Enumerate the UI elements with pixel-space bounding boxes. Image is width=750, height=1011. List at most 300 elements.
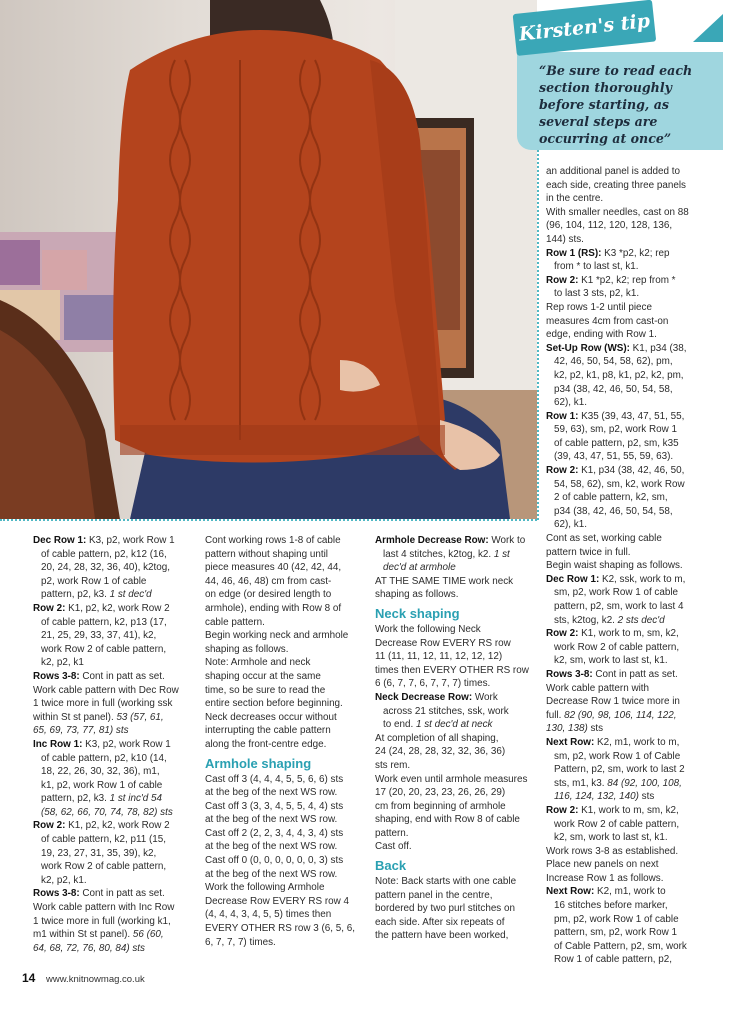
text-line bbox=[205, 800, 370, 814]
instruction-text: AT THE SAME TIME work neck bbox=[375, 575, 514, 587]
text-line bbox=[33, 656, 198, 670]
text-line bbox=[546, 790, 742, 804]
instruction-text: Decrease Row EVERY RS row 4 bbox=[205, 895, 349, 907]
text-line bbox=[205, 895, 370, 909]
instruction-text: Cont in patt as set. bbox=[592, 668, 678, 680]
instruction-text: K2, ssk, work to m, bbox=[599, 573, 686, 585]
instruction-text: work Row 2 of cable pattern, bbox=[41, 643, 167, 655]
instruction-text: K3 *p2, k2; rep bbox=[601, 247, 670, 259]
row-label: Rows 3-8: bbox=[33, 888, 80, 900]
text-line bbox=[375, 561, 540, 575]
text-line bbox=[546, 777, 742, 791]
text-line bbox=[33, 792, 198, 806]
row-label: Armhole Decrease Row: bbox=[375, 535, 489, 546]
instruction-text: K3, p2, work Row 1 bbox=[82, 738, 171, 750]
instruction-text: 1 twice more in full (working k1, bbox=[33, 915, 171, 927]
text-line bbox=[33, 602, 198, 616]
instruction-text: to last 3 sts, p2, k1. bbox=[554, 288, 640, 300]
instruction-text: pattern. bbox=[375, 827, 409, 839]
instruction-text: measures 4cm from cast-on bbox=[546, 315, 669, 327]
text-line bbox=[33, 874, 198, 888]
instruction-text: K1, p2, k2, work Row 2 bbox=[65, 820, 170, 832]
instruction-text: Work the following Armhole bbox=[205, 882, 325, 894]
instruction-text: 6, 7, 7, 7) times. bbox=[205, 936, 276, 948]
text-line bbox=[205, 738, 370, 752]
text-line bbox=[375, 827, 540, 841]
row-label: Row 1 (RS): bbox=[546, 247, 602, 259]
text-line bbox=[546, 940, 742, 954]
instruction-text: interrupting the cable pattern bbox=[205, 725, 331, 737]
text-line bbox=[546, 858, 742, 872]
text-line bbox=[33, 887, 198, 901]
instruction-text: 144) sts. bbox=[546, 233, 584, 245]
instruction-text: 42, 46, 50, 54, 58, 62), pm, bbox=[554, 356, 673, 368]
instruction-text: Work cable pattern with Inc Row bbox=[33, 902, 175, 914]
row-label: Dec Row 1: bbox=[546, 573, 600, 585]
page-number: 14 bbox=[22, 971, 36, 985]
instruction-text: pattern, sm, p2, work Row 1 bbox=[554, 927, 677, 939]
text-line bbox=[546, 709, 742, 723]
text-line bbox=[546, 804, 742, 818]
instruction-text: from * to last st, k1. bbox=[554, 261, 639, 273]
text-line bbox=[546, 274, 742, 288]
instruction-text: cable pattern. bbox=[205, 616, 265, 628]
text-line bbox=[205, 881, 370, 895]
text-line bbox=[205, 643, 370, 657]
instruction-text: edge, ending with Row 1. bbox=[546, 329, 657, 341]
instruction-text: at the beg of the next WS row. bbox=[205, 787, 338, 799]
row-label: Rows 3-8: bbox=[33, 670, 80, 682]
instruction-text: each side, creating three panels bbox=[546, 179, 686, 191]
instruction-text: 59, 63), sm, p2, work Row 1 bbox=[554, 424, 677, 436]
text-line bbox=[546, 518, 742, 532]
text-line bbox=[205, 711, 370, 725]
text-line bbox=[33, 847, 198, 861]
text-line bbox=[33, 942, 198, 956]
text-line bbox=[546, 423, 742, 437]
stitch-count: 1 st inc'd 54 bbox=[109, 793, 163, 805]
instruction-text: (39, 43, 47, 51, 55, 59, 63). bbox=[554, 451, 674, 463]
text-line bbox=[375, 588, 540, 602]
stitch-count: 84 (92, 100, 108, bbox=[607, 777, 682, 789]
instruction-text: 1 twice more in full (working ssk bbox=[33, 698, 173, 710]
instruction-text: k1, p2, work Row 1 of cable bbox=[41, 779, 163, 791]
instruction-text: p34 (38, 42, 46, 50, 54, 58, bbox=[554, 505, 673, 517]
stitch-count: 130, 138) bbox=[546, 723, 588, 735]
text-line bbox=[375, 800, 540, 814]
instruction-text: Decrease Row 1 twice more in bbox=[546, 696, 680, 708]
instruction-text: K2, m1, work to bbox=[594, 886, 666, 898]
text-line bbox=[546, 546, 742, 560]
instruction-text: (4, 4, 4, 3, 4, 5, 5) times then bbox=[205, 909, 332, 921]
text-line bbox=[546, 926, 742, 940]
instruction-text: Work rows 3-8 as established. bbox=[546, 845, 679, 857]
instruction-text: to end. bbox=[383, 719, 416, 731]
instruction-text: Begin working neck and armhole bbox=[205, 630, 349, 642]
instruction-text: pm, p2, work Row 1 of cable bbox=[554, 913, 679, 925]
text-line bbox=[375, 548, 540, 562]
text-line bbox=[546, 682, 742, 696]
text-line bbox=[546, 383, 742, 397]
text-line bbox=[375, 875, 540, 889]
instruction-text: K1, p2, k2, work Row 2 bbox=[65, 602, 170, 614]
text-line bbox=[546, 872, 742, 886]
text-line bbox=[33, 724, 198, 738]
instruction-text: each side. After six repeats of bbox=[375, 916, 505, 928]
text-line bbox=[546, 464, 742, 478]
instruction-text: work Row 2 of cable pattern, bbox=[41, 861, 167, 873]
text-line bbox=[546, 192, 742, 206]
text-line bbox=[375, 705, 540, 719]
text-line bbox=[33, 738, 198, 752]
instruction-text: Decrease Row EVERY RS row bbox=[375, 637, 511, 649]
text-line bbox=[546, 450, 742, 464]
row-label: Rows 3-8: bbox=[546, 668, 593, 680]
instruction-text: bordered by two purl stitches on bbox=[375, 903, 515, 915]
text-line bbox=[546, 247, 742, 261]
text-line bbox=[546, 845, 742, 859]
text-line bbox=[546, 654, 742, 668]
instruction-text: along the front-centre edge. bbox=[205, 738, 327, 750]
instruction-text: pattern, p2, k3. bbox=[41, 793, 110, 805]
instruction-text: 24 (24, 28, 28, 32, 32, 36, 36) bbox=[375, 746, 506, 758]
stitch-count: 65, 69, 73, 77, 81) sts bbox=[33, 725, 129, 737]
row-label: Next Row: bbox=[546, 886, 595, 898]
text-line bbox=[205, 629, 370, 643]
instruction-text: the pattern have been worked, bbox=[375, 930, 509, 942]
text-line bbox=[205, 724, 370, 738]
text-line bbox=[546, 600, 742, 614]
stitch-count: 1 st dec'd bbox=[109, 589, 152, 601]
instruction-text: p34 (38, 42, 46, 50, 54, 58, bbox=[554, 383, 673, 395]
text-line bbox=[546, 831, 742, 845]
stitch-count: 116, 124, 132, 140) bbox=[554, 791, 639, 803]
instruction-text: in the centre. bbox=[546, 193, 604, 205]
text-line bbox=[205, 827, 370, 841]
text-line bbox=[205, 773, 370, 787]
section-heading: Neck shaping bbox=[375, 605, 460, 621]
text-line bbox=[546, 736, 742, 750]
instruction-text: Work bbox=[472, 691, 498, 703]
instruction-text: At completion of all shaping, bbox=[375, 732, 499, 744]
tip-quote: “Be sure to read each section thoroughly before starting, as several steps are occurring at once” bbox=[539, 63, 693, 146]
text-line bbox=[205, 908, 370, 922]
row-label: Row 2: bbox=[33, 602, 66, 614]
text-line bbox=[546, 491, 742, 505]
instruction-text: EVERY OTHER RS row 3 (6, 5, 6, bbox=[205, 923, 356, 935]
instruction-text: Work cable pattern with bbox=[546, 682, 650, 694]
instruction-text: Cast off 2 (2, 2, 3, 4, 4, 3, 4) sts bbox=[205, 827, 344, 839]
text-line bbox=[546, 505, 742, 519]
text-line bbox=[546, 342, 742, 356]
instruction-text: Work cable pattern with Dec Row bbox=[33, 684, 179, 696]
stitch-count: dec'd at armhole bbox=[383, 562, 456, 574]
instruction-text: k2, p2, k1. bbox=[41, 874, 87, 886]
instruction-text: k2, sm, work to last st, k1. bbox=[554, 832, 668, 844]
instruction-text: sts, k2tog, k2. bbox=[554, 614, 618, 626]
row-label: Inc Row 1: bbox=[33, 738, 83, 750]
text-line bbox=[546, 260, 742, 274]
instruction-text: of cable pattern, p2, k10 (14, bbox=[41, 752, 167, 764]
row-label: Row 2: bbox=[546, 465, 579, 477]
instruction-text: shaping as follows. bbox=[205, 643, 289, 655]
page-footer bbox=[22, 971, 145, 985]
instruction-text: Work even until armhole measures bbox=[375, 773, 528, 785]
instruction-text: of cable pattern, k2, p11 (15, bbox=[41, 834, 166, 846]
column-1 bbox=[33, 534, 198, 955]
instruction-text: armhole), ending with Row 8 of bbox=[205, 602, 342, 614]
instruction-text: work Row 2 of cable pattern, bbox=[554, 641, 680, 653]
text-line bbox=[546, 818, 742, 832]
row-label: Dec Row 1: bbox=[33, 535, 87, 546]
instruction-text: K1, p34 (38, bbox=[629, 342, 687, 354]
text-line bbox=[33, 643, 198, 657]
row-label: Row 2: bbox=[33, 820, 66, 832]
instruction-text: K35 (39, 43, 47, 51, 55, bbox=[578, 410, 685, 422]
footer-url: www.knitnowmag.co.uk bbox=[46, 974, 145, 985]
instruction-text: Neck decreases occur without bbox=[205, 711, 337, 723]
row-label: Row 2: bbox=[546, 274, 579, 286]
stitch-count: 53 (57, 61, bbox=[116, 711, 164, 723]
text-line bbox=[33, 548, 198, 562]
instruction-text: Work to bbox=[488, 535, 526, 546]
instruction-text: at the beg of the next WS row. bbox=[205, 814, 338, 826]
text-line bbox=[375, 732, 540, 746]
instruction-text: pattern twice in full. bbox=[546, 546, 631, 558]
text-line bbox=[205, 670, 370, 684]
text-line bbox=[33, 684, 198, 698]
text-line bbox=[205, 840, 370, 854]
text-line bbox=[205, 602, 370, 616]
instruction-text: pattern without shaping until bbox=[205, 548, 328, 560]
text-line bbox=[375, 637, 540, 651]
instruction-text: 2 of cable pattern, k2, sm, bbox=[554, 492, 668, 504]
instruction-text: at the beg of the next WS row. bbox=[205, 841, 338, 853]
stitch-count: 82 (90, 98, 106, 114, 122, bbox=[564, 709, 677, 721]
instruction-text: shaping occur at the same bbox=[205, 670, 321, 682]
instruction-text: sts bbox=[587, 723, 604, 735]
text-line bbox=[546, 315, 742, 329]
instruction-text: times then EVERY OTHER RS row bbox=[375, 664, 529, 676]
text-line bbox=[375, 718, 540, 732]
text-line bbox=[33, 697, 198, 711]
instruction-text: Note: Back starts with one cable bbox=[375, 876, 517, 888]
text-line bbox=[205, 786, 370, 800]
instruction-text: across 21 stitches, ssk, work bbox=[383, 705, 509, 717]
instruction-text: pattern, p2, k3. bbox=[41, 589, 110, 601]
text-line bbox=[546, 410, 742, 424]
row-label: Row 2: bbox=[546, 628, 579, 640]
instruction-text: shaping as follows. bbox=[375, 589, 459, 601]
instruction-text: pattern panel in the centre, bbox=[375, 889, 493, 901]
text-line bbox=[205, 534, 370, 548]
text-line bbox=[205, 922, 370, 936]
text-line bbox=[546, 750, 742, 764]
instruction-text: 18, 22, 26, 30, 32, 36), m1, bbox=[41, 766, 160, 778]
text-line bbox=[546, 722, 742, 736]
instruction-text: pattern, p2, sm, work to last 4 bbox=[554, 601, 684, 612]
text-line bbox=[205, 854, 370, 868]
instruction-text: m1 within St st panel). bbox=[33, 929, 133, 941]
column-right-top bbox=[546, 165, 742, 967]
instruction-text: Cont in patt as set. bbox=[79, 670, 165, 682]
instruction-text: at the beg of the next WS row. bbox=[205, 868, 338, 880]
text-line bbox=[33, 779, 198, 793]
instruction-text: sts rem. bbox=[375, 759, 411, 771]
text-line bbox=[33, 575, 198, 589]
tip-label-text: Kirsten's tip bbox=[517, 9, 651, 46]
instruction-text: last 4 stitches, k2tog, k2. bbox=[383, 548, 494, 560]
stitch-count: 64, 68, 72, 76, 80, 84) sts bbox=[33, 942, 145, 954]
text-line bbox=[33, 670, 198, 684]
instruction-text: Work the following Neck bbox=[375, 623, 481, 635]
text-line bbox=[546, 586, 742, 600]
instruction-text: 19, 23, 27, 31, 35, 39), k2, bbox=[41, 847, 157, 859]
text-line bbox=[375, 650, 540, 664]
text-line bbox=[375, 840, 540, 854]
stitch-count: 2 sts dec'd bbox=[617, 614, 665, 626]
text-line bbox=[546, 328, 742, 342]
tip-box bbox=[517, 9, 723, 150]
text-line bbox=[375, 929, 540, 943]
text-line bbox=[546, 573, 742, 587]
text-line bbox=[375, 623, 540, 637]
instruction-text: Note: Armhole and neck bbox=[205, 657, 311, 669]
text-line bbox=[375, 916, 540, 930]
text-line bbox=[546, 763, 742, 777]
instruction-text: K1 *p2, k2; rep from * bbox=[578, 274, 676, 286]
instruction-text: sts bbox=[638, 791, 655, 803]
instruction-text: on edge (or desired length to bbox=[205, 589, 332, 601]
instruction-text: K1, p34 (38, 42, 46, 50, bbox=[578, 465, 685, 477]
horizontal-divider bbox=[0, 519, 537, 521]
text-line bbox=[546, 953, 742, 967]
text-line bbox=[33, 561, 198, 575]
instruction-text: entire section before beginning. bbox=[205, 698, 343, 710]
text-line bbox=[33, 806, 198, 820]
text-line bbox=[205, 616, 370, 630]
text-line bbox=[546, 899, 742, 913]
text-line bbox=[375, 813, 540, 827]
instruction-text: work Row 2 of cable pattern, bbox=[554, 818, 680, 830]
instruction-text: an additional panel is added to bbox=[546, 166, 680, 177]
text-line bbox=[375, 773, 540, 787]
text-line bbox=[33, 765, 198, 779]
photo-illustration bbox=[0, 0, 537, 519]
instruction-text: Cast off 3 (3, 3, 4, 5, 5, 4, 4) sts bbox=[205, 800, 344, 812]
text-line bbox=[33, 752, 198, 766]
text-line bbox=[205, 868, 370, 882]
instruction-text: Begin waist shaping as follows. bbox=[546, 560, 683, 572]
text-line bbox=[546, 287, 742, 301]
instruction-text: shaping, end with Row 8 of cable bbox=[375, 814, 520, 826]
instruction-text: Cont as set, working cable bbox=[546, 533, 662, 545]
text-line bbox=[546, 913, 742, 927]
instruction-text: 16 stitches before marker, bbox=[554, 900, 668, 912]
text-line bbox=[375, 691, 540, 705]
column-2 bbox=[205, 534, 370, 949]
instruction-text: 21, 25, 29, 33, 37, 41), k2, bbox=[41, 630, 157, 642]
instruction-text: full. bbox=[546, 709, 565, 721]
instruction-text: 62), k1. bbox=[554, 397, 587, 409]
text-line bbox=[546, 165, 742, 179]
instruction-text: sm, p2, work Row 1 of cable bbox=[554, 587, 679, 599]
instruction-text: K2, m1, work to m, bbox=[594, 736, 680, 748]
text-line bbox=[546, 532, 742, 546]
instruction-text: 44, 46, 46, 48) cm from cast- bbox=[205, 575, 332, 587]
text-line bbox=[546, 627, 742, 641]
text-line bbox=[546, 206, 742, 220]
text-line bbox=[33, 901, 198, 915]
instruction-text: cm from beginning of armhole bbox=[375, 800, 506, 812]
text-line bbox=[33, 629, 198, 643]
instruction-text: Cast off. bbox=[375, 841, 412, 853]
text-line bbox=[546, 641, 742, 655]
text-line bbox=[546, 301, 742, 315]
text-line bbox=[375, 759, 540, 773]
instruction-text: 17 (20, 20, 23, 23, 26, 26, 29) bbox=[375, 787, 506, 799]
text-line bbox=[205, 697, 370, 711]
text-line bbox=[375, 902, 540, 916]
text-line bbox=[546, 478, 742, 492]
instruction-text: 54, 58, 62), sm, k2, work Row bbox=[554, 478, 685, 490]
instruction-text: Row 1 of cable pattern, p2, bbox=[554, 954, 673, 966]
text-line bbox=[33, 711, 198, 725]
text-line bbox=[205, 588, 370, 602]
text-line bbox=[33, 915, 198, 929]
speech-bubble-icon bbox=[693, 14, 723, 44]
text-line bbox=[205, 656, 370, 670]
instruction-text: p2, work Row 1 of cable bbox=[41, 575, 147, 587]
text-line bbox=[33, 616, 198, 630]
stitch-count: 1 st dec'd at neck bbox=[415, 719, 493, 731]
text-line bbox=[546, 668, 742, 682]
text-line bbox=[205, 548, 370, 562]
instruction-text: piece measures 40 (42, 42, 44, bbox=[205, 562, 342, 574]
text-line bbox=[546, 233, 742, 247]
text-line bbox=[375, 664, 540, 678]
text-line bbox=[205, 813, 370, 827]
instruction-text: Rep rows 1-2 until piece bbox=[546, 301, 652, 313]
sweater-photo bbox=[0, 0, 537, 519]
text-line bbox=[205, 561, 370, 575]
text-line bbox=[375, 575, 540, 589]
instruction-text: (96, 104, 112, 120, 128, 136, bbox=[546, 220, 673, 232]
text-line bbox=[33, 833, 198, 847]
text-line bbox=[33, 928, 198, 942]
text-line bbox=[375, 534, 540, 548]
vertical-divider bbox=[537, 150, 539, 520]
instruction-text: of cable pattern, k2, p13 (17, bbox=[41, 616, 167, 628]
text-line bbox=[375, 786, 540, 800]
row-label: Row 1: bbox=[546, 410, 579, 422]
row-label: Next Row: bbox=[546, 736, 595, 748]
text-line bbox=[546, 219, 742, 233]
instruction-text: k2, p2, k1, p8, k1, p2, k2, pm, bbox=[554, 369, 684, 381]
stitch-count: 56 (60, bbox=[132, 929, 164, 941]
instruction-text: sm, p2, work Row 1 of Cable bbox=[554, 750, 681, 762]
instruction-text: 20, 24, 28, 32, 36, 40), k2tog, bbox=[41, 562, 171, 574]
instruction-text: With smaller needles, cast on 88 bbox=[546, 206, 689, 218]
instruction-text: of cable pattern, p2, k12 (16, bbox=[41, 548, 167, 560]
text-line bbox=[33, 534, 198, 548]
column-3 bbox=[375, 534, 540, 943]
stitch-count: 1 st bbox=[493, 548, 510, 560]
text-line bbox=[33, 588, 198, 602]
instruction-text: Place new panels on next bbox=[546, 859, 659, 871]
text-line bbox=[33, 860, 198, 874]
text-line bbox=[205, 575, 370, 589]
